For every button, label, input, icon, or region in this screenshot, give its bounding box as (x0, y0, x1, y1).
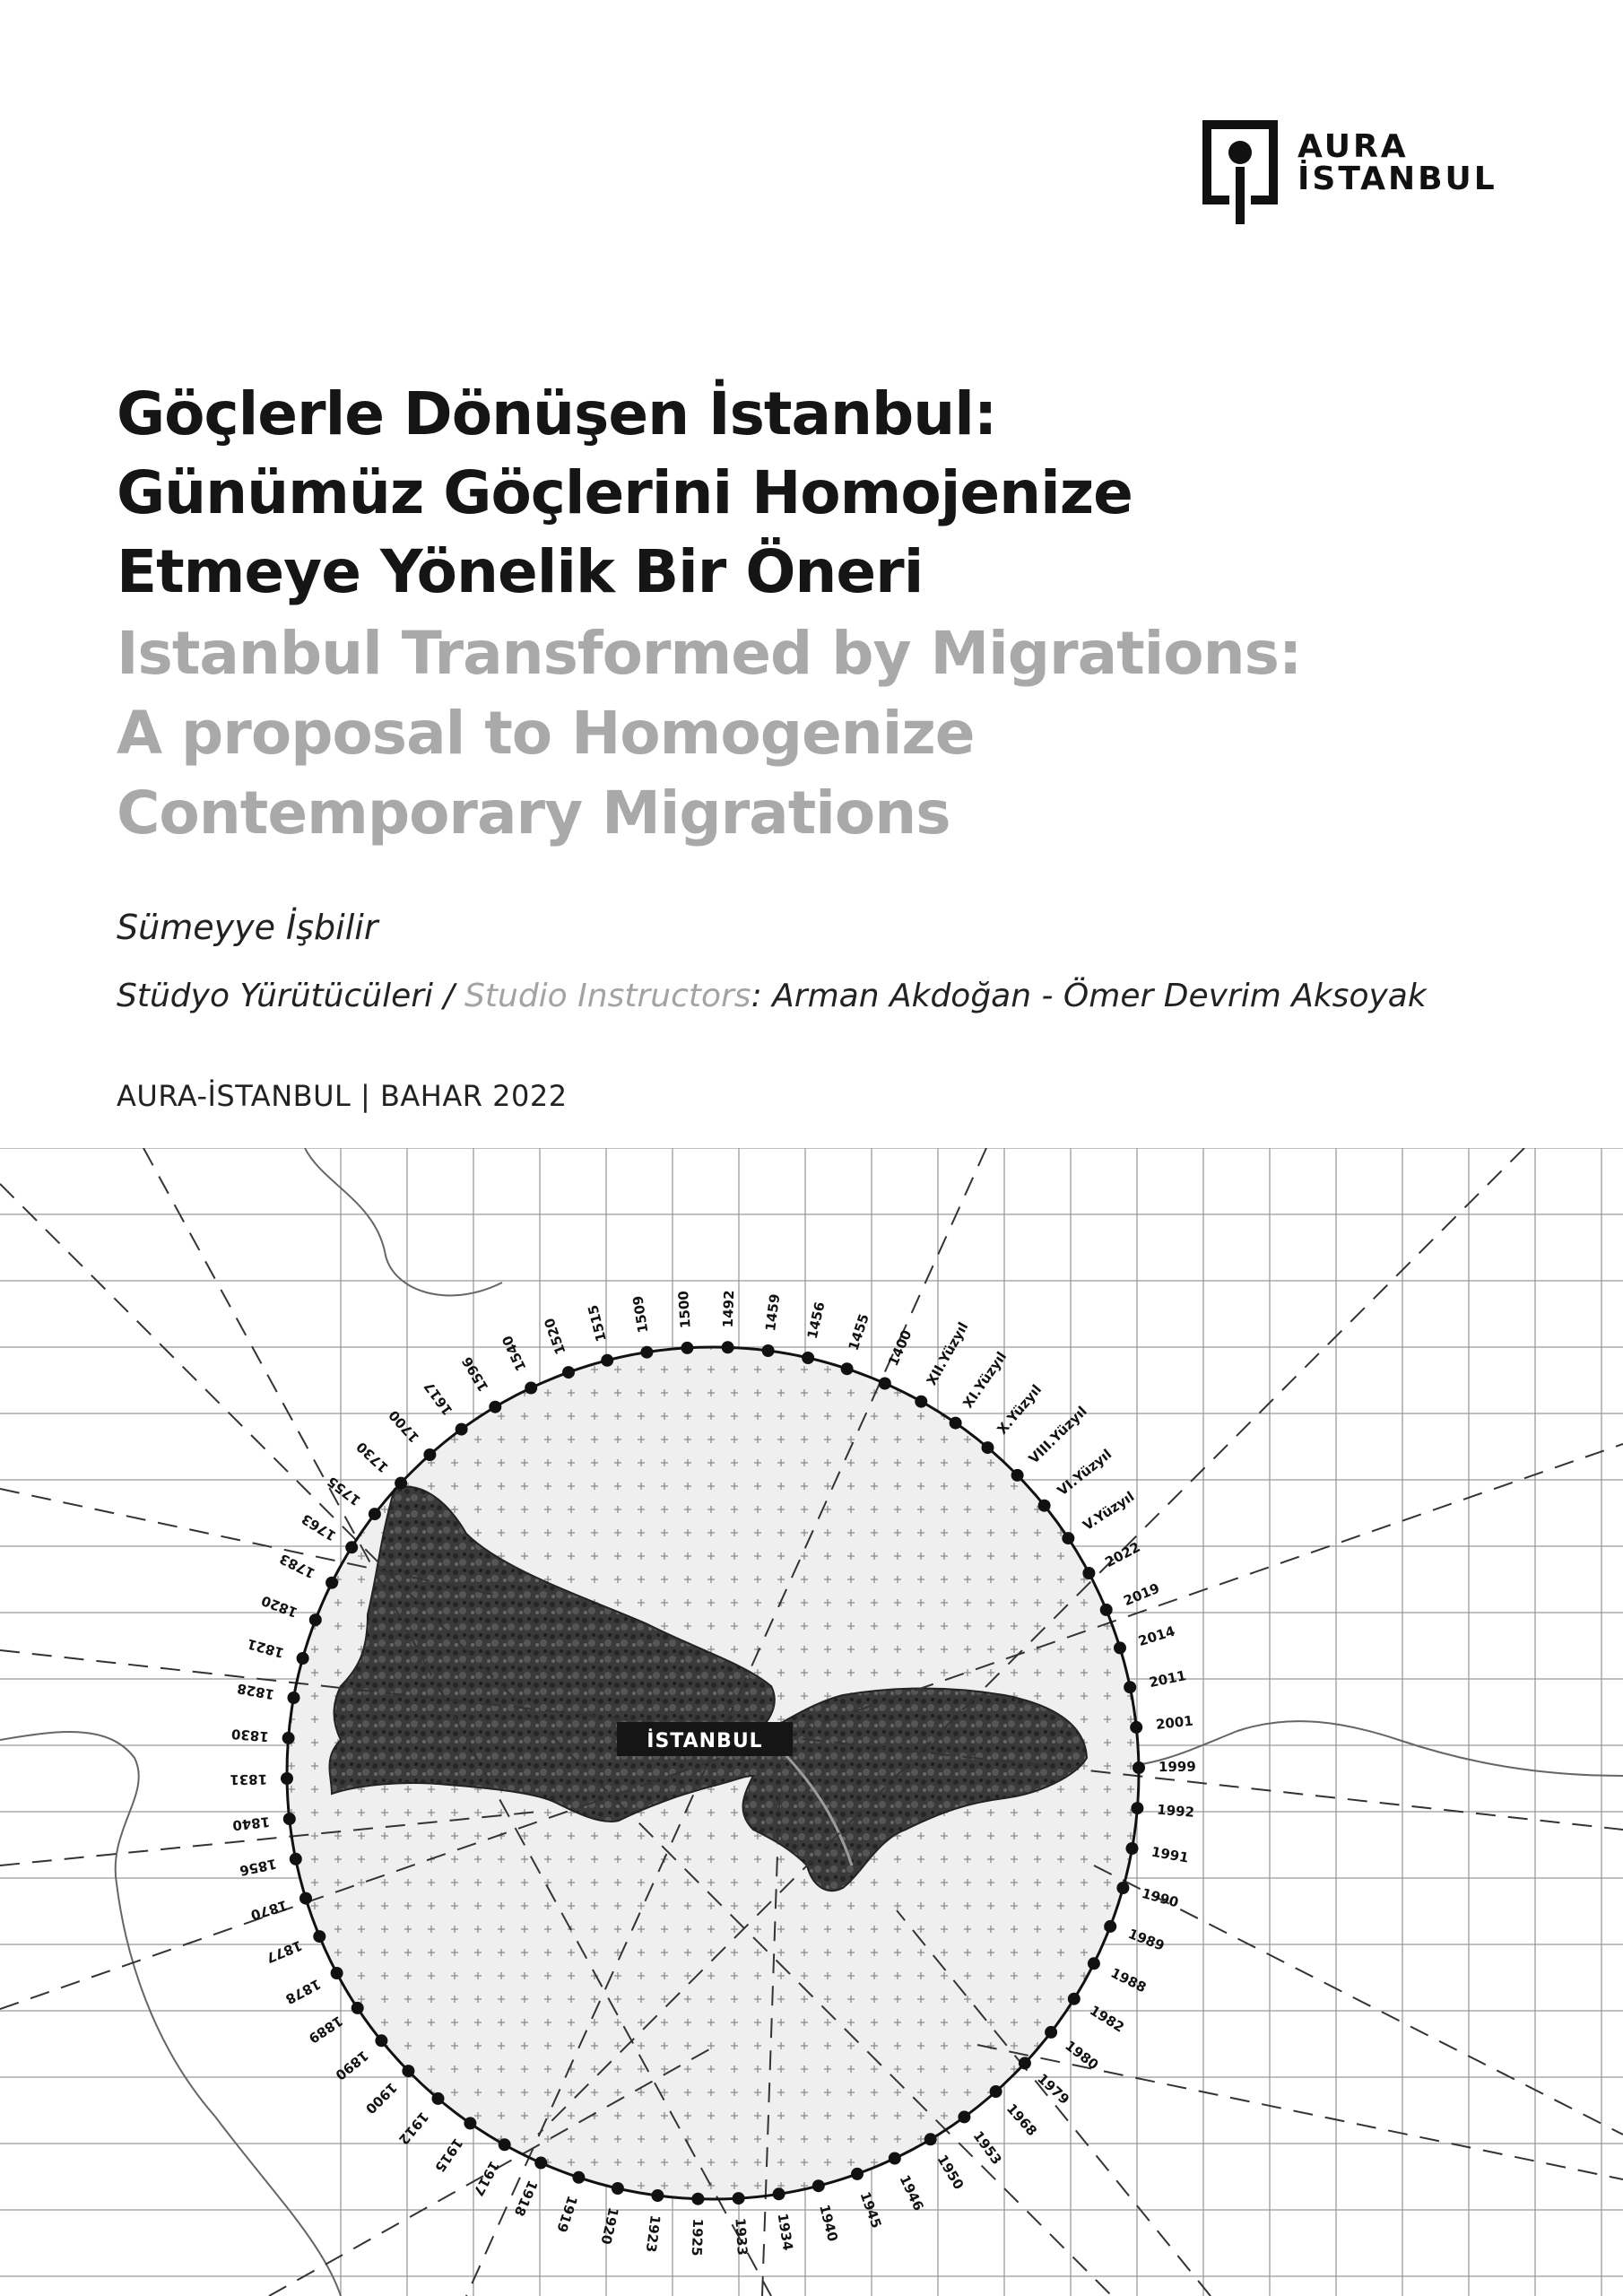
year-label: 1933 (732, 2217, 751, 2257)
year-label: 2014 (1136, 1622, 1177, 1650)
year-label: 1509 (629, 1294, 652, 1335)
year-label: 1730 (352, 1438, 392, 1476)
logo-mark-icon (1197, 115, 1283, 224)
year-marker-dot (283, 1813, 296, 1825)
year-marker-dot (651, 2189, 664, 2202)
year-marker-dot (432, 2092, 445, 2105)
year-label: 1915 (431, 2135, 466, 2176)
year-marker-dot (612, 2182, 624, 2195)
title-block (117, 375, 1551, 853)
year-label: 1700 (385, 1406, 423, 1446)
year-marker-dot (395, 1477, 407, 1490)
year-marker-dot (288, 1692, 300, 1704)
year-marker-dot (950, 1417, 962, 1430)
year-label: 1999 (1158, 1758, 1196, 1776)
year-label: 1840 (231, 1813, 271, 1834)
year-marker-dot (299, 1892, 312, 1905)
year-marker-dot (1124, 1681, 1136, 1693)
year-label: 2011 (1147, 1667, 1188, 1692)
year-label: 2022 (1102, 1538, 1143, 1571)
year-marker-dot (369, 1508, 381, 1520)
year-marker-dot (1062, 1532, 1074, 1544)
year-marker-dot (375, 2034, 387, 2047)
aura-istanbul-logo (1197, 115, 1520, 224)
year-marker-dot (423, 1448, 436, 1461)
year-marker-dot (640, 1346, 653, 1359)
year-marker-dot (1019, 2057, 1031, 2069)
year-label: 1828 (236, 1680, 276, 1703)
year-marker-dot (1100, 1604, 1113, 1616)
title-en-line-1: Istanbul Transformed by Migrations: (117, 619, 1302, 688)
year-marker-dot (958, 2110, 970, 2123)
city-label (617, 1722, 793, 1756)
year-marker-dot (331, 1967, 343, 1979)
year-label: 1988 (1107, 1964, 1150, 1996)
year-label: 1912 (395, 2109, 432, 2148)
year-marker-dot (889, 2152, 901, 2165)
year-label: 1783 (276, 1550, 318, 1582)
year-marker-dot (402, 2065, 414, 2077)
year-label: 1459 (762, 1292, 784, 1333)
istanbul-migration-map (0, 1148, 1623, 2296)
year-marker-dot (282, 1732, 295, 1744)
year-label: 1596 (458, 1353, 492, 1395)
year-label: 1920 (597, 2205, 622, 2247)
year-marker-dot (1068, 1993, 1081, 2005)
year-marker-dot (802, 1352, 814, 1364)
year-label: 1492 (719, 1290, 738, 1328)
year-marker-dot (345, 1541, 358, 1553)
year-marker-dot (325, 1577, 338, 1589)
year-marker-dot (879, 1378, 891, 1390)
year-marker-dot (562, 1366, 575, 1378)
year-label: 1980 (1062, 2037, 1102, 2074)
year-marker-dot (499, 2138, 511, 2151)
instructors-label-tr: Stüdyo Yürütücüleri / (117, 978, 455, 1014)
logo-line-1: AURA (1298, 128, 1409, 165)
title-en-line-2: A proposal to Homogenize (117, 699, 975, 768)
year-label: 1953 (969, 2127, 1005, 2168)
year-marker-dot (1104, 1920, 1116, 1933)
year-marker-dot (1011, 1469, 1024, 1482)
year-label: 1991 (1150, 1843, 1190, 1866)
year-marker-dot (456, 1423, 468, 1436)
year-marker-dot (681, 1342, 693, 1354)
studio-instructors (117, 978, 1427, 1014)
year-label: 1968 (1002, 2100, 1041, 2140)
year-label: 1400 (885, 1327, 916, 1369)
year-label: VI.Yüzyıl (1054, 1446, 1115, 1500)
year-label: XII.Yüzyıl (923, 1319, 972, 1388)
year-marker-dot (1130, 1721, 1142, 1734)
year-marker-dot (812, 2179, 825, 2192)
year-marker-dot (1045, 2026, 1057, 2039)
year-marker-dot (313, 1930, 325, 1943)
year-marker-dot (290, 1853, 302, 1866)
year-label: 1950 (933, 2152, 968, 2193)
year-marker-dot (489, 1401, 501, 1413)
year-label: V.Yüzyıl (1080, 1488, 1138, 1535)
year-label: 1940 (816, 2203, 841, 2244)
year-marker-dot (1126, 1842, 1139, 1855)
title-en-line-3: Contemporary Migrations (117, 778, 950, 848)
title-turkish (117, 375, 1551, 612)
year-marker-dot (352, 2002, 364, 2014)
year-label: 1540 (499, 1333, 530, 1374)
year-label: 1900 (361, 2079, 401, 2118)
year-label: 1831 (230, 1770, 268, 1788)
year-marker-dot (733, 2192, 745, 2205)
year-label: 1821 (245, 1635, 286, 1662)
instructors-label-en: Studio Instructors (464, 978, 751, 1014)
year-label: 1856 (238, 1855, 279, 1879)
year-marker-dot (762, 1344, 775, 1357)
year-marker-dot (1082, 1567, 1095, 1579)
logo-text (1298, 128, 1497, 197)
year-marker-dot (1133, 1761, 1145, 1774)
footer-institution-term: AURA-İSTANBUL | BAHAR 2022 (117, 1079, 568, 1113)
year-marker-dot (924, 2133, 937, 2145)
year-label: 1917 (470, 2158, 503, 2199)
coastline-north (305, 1148, 502, 1295)
year-label: 1945 (856, 2189, 885, 2231)
year-label: 1520 (541, 1316, 569, 1357)
year-marker-dot (534, 2157, 547, 2170)
year-marker-dot (722, 1341, 734, 1353)
year-label: 1889 (305, 2012, 346, 2047)
year-label: 1878 (282, 1975, 324, 2008)
year-marker-dot (1131, 1802, 1143, 1814)
year-label: 1456 (803, 1300, 829, 1341)
year-label: 1617 (421, 1378, 456, 1419)
year-marker-dot (281, 1772, 293, 1785)
year-label: 1992 (1156, 1801, 1195, 1821)
year-marker-dot (572, 2171, 585, 2184)
year-label: 1923 (642, 2213, 664, 2254)
year-label: 2019 (1121, 1579, 1162, 1610)
year-label: VIII.Yüzyıl (1025, 1403, 1090, 1467)
year-label: 1990 (1140, 1884, 1181, 1911)
year-label: 1830 (230, 1726, 270, 1745)
year-marker-dot (297, 1652, 309, 1665)
year-marker-dot (464, 2117, 476, 2129)
year-label: 1925 (688, 2218, 707, 2257)
dashed-migration-line (977, 2045, 1623, 2179)
title-tr-line-1: Göçlerle Dönüşen İstanbul: (117, 379, 997, 448)
author-name: Sümeyye İşbilir (117, 908, 378, 947)
year-label: 1515 (585, 1302, 610, 1344)
year-marker-dot (915, 1396, 927, 1408)
year-marker-dot (982, 1441, 994, 1454)
title-english (117, 613, 1551, 853)
year-marker-dot (691, 2193, 704, 2205)
year-label: 1934 (774, 2212, 796, 2252)
year-marker-dot (309, 1613, 322, 1626)
year-label: 1918 (510, 2178, 541, 2219)
year-label: 1979 (1034, 2070, 1073, 2109)
year-label: 1877 (264, 1936, 305, 1967)
year-marker-dot (1114, 1641, 1126, 1654)
year-label: 2001 (1155, 1712, 1194, 1733)
title-tr-line-3: Etmeye Yönelik Bir Öneri (117, 537, 924, 606)
year-label: 1820 (258, 1592, 300, 1622)
year-marker-dot (851, 2168, 864, 2180)
year-label: 1755 (324, 1473, 364, 1509)
year-label: 1989 (1125, 1925, 1167, 1954)
year-label: 1946 (896, 2172, 927, 2213)
city-label-text: İSTANBUL (647, 1730, 763, 1752)
year-marker-dot (773, 2187, 785, 2200)
year-marker-dot (1116, 1882, 1129, 1894)
year-marker-dot (601, 1354, 613, 1367)
year-label: XI.Yüzyıl (959, 1348, 1011, 1412)
year-label: 1763 (299, 1510, 340, 1544)
year-marker-dot (1038, 1500, 1051, 1512)
year-label: 1455 (845, 1311, 872, 1352)
year-marker-dot (1088, 1957, 1100, 1970)
year-label: 1982 (1086, 2002, 1127, 2036)
year-label: X.Yüzyıl (994, 1381, 1046, 1438)
year-marker-dot (990, 2085, 1002, 2098)
year-label: 1870 (248, 1896, 290, 1924)
year-label: 1890 (332, 2047, 372, 2083)
logo-line-2: İSTANBUL (1298, 161, 1497, 197)
title-tr-line-2: Günümüz Göçlerini Homojenize (117, 458, 1133, 527)
instructors-names: : Arman Akdoğan - Ömer Devrim Aksoyak (751, 978, 1427, 1014)
year-label: 1919 (553, 2194, 581, 2235)
year-label: 1500 (675, 1290, 694, 1329)
year-marker-dot (841, 1362, 854, 1375)
year-marker-dot (525, 1382, 537, 1395)
